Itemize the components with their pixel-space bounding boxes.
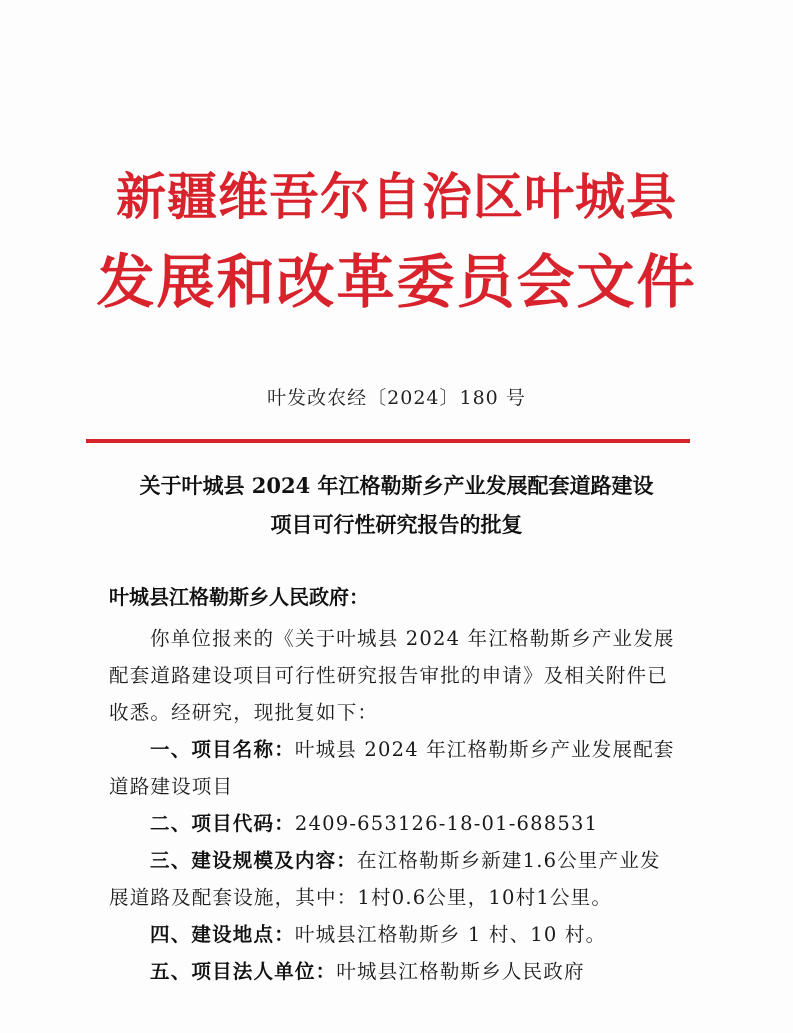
document-title-line-2: 项目可行性研究报告的批复: [270, 512, 523, 537]
item-5-text: 叶城县江格勒斯乡人民政府: [336, 960, 585, 983]
item-4-text: 叶城县江格勒斯乡 1 村、10 村。: [294, 923, 607, 946]
item-1-line-2: 道路建设项目: [109, 775, 234, 798]
item-5-heading: 五、项目法人单位：: [150, 960, 337, 983]
item-2-heading: 二、项目代码：: [150, 812, 295, 835]
recipient: 叶城县江格勒斯乡人民政府：: [109, 585, 369, 609]
item-1-text: 叶城县 2024 年江格勒斯乡产业发展配套: [294, 738, 675, 761]
item-3-text: 在江格勒斯乡新建1.6公里产业发: [357, 849, 661, 872]
document-number: 叶发改农经〔2024〕180 号: [267, 387, 526, 409]
item-3-line-1: [150, 845, 661, 873]
document-title-line-1: 关于叶城县 2024 年江格勒斯乡产业发展配套道路建设: [139, 473, 654, 498]
body-paragraph-line-3: 收悉。经研究，现批复如下：: [109, 701, 379, 724]
item-1-heading: 一、项目名称：: [150, 738, 295, 761]
item-2-text: 2409-653126-18-01-688531: [294, 812, 599, 835]
item-1-line-1: [150, 734, 675, 762]
item-3-line-2: 展道路及配套设施，其中：1村0.6公里，10村1公里。: [109, 886, 613, 909]
body-paragraph-line-2: 配套道路建设项目可行性研究报告审批的申请》及相关附件已: [109, 664, 668, 687]
masthead-line-1: 新疆维吾尔自治区叶城县: [116, 167, 677, 226]
red-divider-rule: [86, 439, 690, 443]
item-2-line-1: [150, 808, 598, 836]
item-5-line-1: [150, 956, 585, 984]
item-4-line-1: [150, 919, 606, 947]
item-4-heading: 四、建设地点：: [150, 923, 295, 946]
masthead-line-2: 发展和改革委员会文件: [96, 248, 697, 316]
body-paragraph-line-1: 你单位报来的《关于叶城县 2024 年江格勒斯乡产业发展: [150, 627, 675, 650]
item-3-heading: 三、建设规模及内容：: [150, 849, 358, 872]
